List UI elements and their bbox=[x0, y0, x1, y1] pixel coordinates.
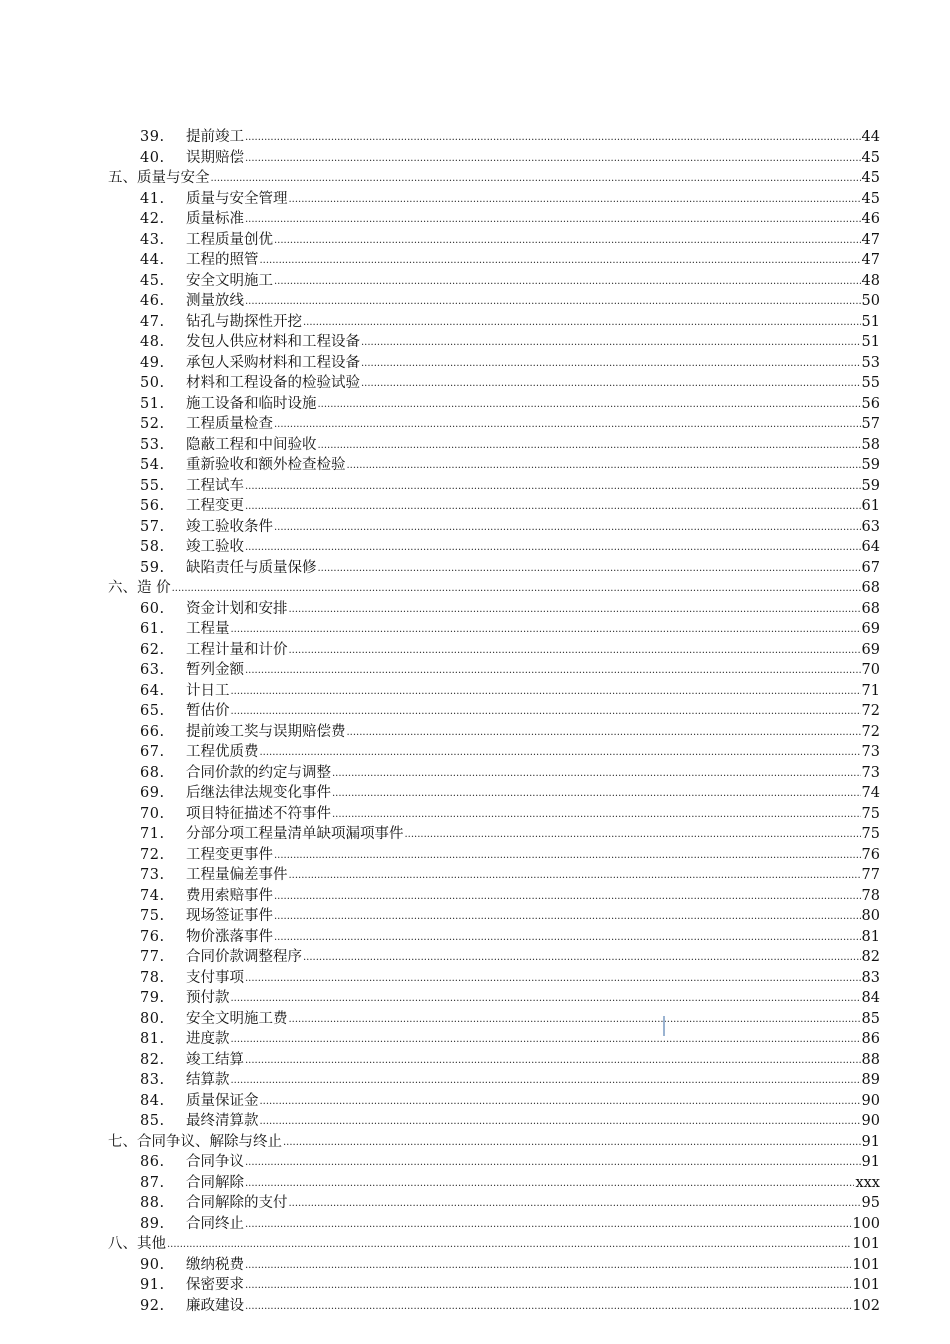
toc-entry-title: 质量标准 bbox=[186, 211, 244, 227]
toc-entry-title: 竣工验收 bbox=[186, 539, 244, 555]
toc-entry-title: 暂估价 bbox=[186, 703, 230, 719]
toc-entry-number: 88. bbox=[140, 1195, 165, 1211]
toc-entry-page-number: 100 bbox=[852, 1215, 880, 1232]
toc-entry-title: 现场签证事件 bbox=[186, 908, 273, 924]
toc-entry[interactable] bbox=[108, 599, 880, 620]
toc-section-entry[interactable] bbox=[108, 1132, 880, 1153]
dot-leader bbox=[303, 948, 861, 969]
toc-entry-title: 最终清算款 bbox=[186, 1113, 259, 1129]
toc-entry-title: 预付款 bbox=[186, 990, 230, 1006]
toc-entry-number: 66. bbox=[140, 723, 165, 740]
toc-entry-page-number: 90 bbox=[861, 1092, 880, 1109]
dot-leader bbox=[245, 128, 861, 149]
toc-entry[interactable] bbox=[108, 763, 880, 784]
text-cursor bbox=[663, 1016, 665, 1036]
dot-leader bbox=[283, 1133, 861, 1154]
toc-entry-title: 测量放线 bbox=[186, 293, 244, 309]
toc-entry-title: 物价涨落事件 bbox=[186, 928, 273, 945]
toc-entry-title: 廉政建设 bbox=[186, 1297, 244, 1314]
toc-entry-page-number: 72 bbox=[861, 723, 880, 740]
toc-entry[interactable] bbox=[108, 1070, 880, 1091]
toc-entry[interactable] bbox=[108, 291, 880, 312]
dot-leader bbox=[245, 149, 861, 170]
toc-entry-page-number: 58 bbox=[861, 436, 880, 453]
toc-entry-title: 竣工验收条件 bbox=[186, 518, 273, 535]
toc-entry-number: 44. bbox=[140, 252, 165, 268]
dot-leader bbox=[274, 415, 861, 436]
toc-entry[interactable] bbox=[108, 927, 880, 948]
toc-entry-number: 75. bbox=[140, 908, 165, 924]
toc-entry-number: 74. bbox=[140, 887, 165, 904]
toc-entry[interactable] bbox=[108, 455, 880, 476]
dot-leader bbox=[172, 579, 861, 600]
toc-entry-title: 六、造 价 bbox=[108, 580, 171, 596]
toc-entry[interactable] bbox=[108, 517, 880, 538]
toc-entry-page-number: 56 bbox=[861, 395, 880, 412]
table-of-contents bbox=[108, 127, 880, 1316]
toc-entry[interactable] bbox=[108, 230, 880, 251]
toc-entry[interactable] bbox=[108, 271, 880, 292]
toc-entry[interactable] bbox=[108, 332, 880, 353]
dot-leader bbox=[274, 846, 861, 867]
toc-entry-number: 40. bbox=[140, 149, 165, 166]
toc-entry-title: 费用索赔事件 bbox=[186, 887, 273, 904]
dot-leader bbox=[245, 292, 861, 313]
dot-leader bbox=[245, 1276, 851, 1297]
toc-entry-number: 70. bbox=[140, 805, 165, 822]
dot-leader bbox=[245, 1256, 851, 1277]
toc-entry-title: 工程优质费 bbox=[186, 744, 259, 760]
toc-entry-number: 52. bbox=[140, 416, 165, 432]
dot-leader bbox=[318, 559, 861, 580]
toc-entry-title: 合同价款调整程序 bbox=[186, 949, 302, 965]
toc-entry[interactable] bbox=[108, 865, 880, 886]
toc-entry-number: 90. bbox=[140, 1256, 165, 1273]
dot-leader bbox=[245, 1051, 861, 1072]
toc-entry-number: 64. bbox=[140, 682, 165, 699]
toc-entry-title: 八、其他 bbox=[108, 1236, 166, 1252]
toc-entry-page-number: 75 bbox=[861, 826, 880, 842]
dot-leader bbox=[211, 169, 861, 190]
toc-entry-number: 86. bbox=[140, 1154, 165, 1170]
toc-entry-number: 68. bbox=[140, 764, 165, 781]
toc-entry-title: 重新验收和额外检查检验 bbox=[186, 457, 346, 473]
toc-entry-number: 85. bbox=[140, 1113, 165, 1129]
dot-leader bbox=[274, 231, 861, 252]
dot-leader bbox=[260, 251, 861, 272]
toc-entry[interactable] bbox=[108, 537, 880, 558]
dot-leader bbox=[245, 477, 861, 498]
dot-leader bbox=[231, 1071, 861, 1092]
toc-entry[interactable] bbox=[108, 148, 880, 169]
toc-entry[interactable] bbox=[108, 640, 880, 661]
toc-entry-page-number: 57 bbox=[861, 416, 880, 432]
toc-entry-page-number: 91 bbox=[861, 1133, 880, 1150]
dot-leader bbox=[245, 969, 861, 990]
toc-entry-title: 合同解除的支付 bbox=[186, 1195, 288, 1211]
toc-entry-title: 安全文明施工费 bbox=[186, 1010, 288, 1027]
toc-entry-page-number: 45 bbox=[861, 190, 880, 207]
toc-entry-page-number: 101 bbox=[852, 1256, 880, 1273]
toc-entry-number: 47. bbox=[140, 313, 165, 330]
toc-entry-title: 缴纳税费 bbox=[186, 1256, 244, 1273]
toc-entry[interactable] bbox=[108, 824, 880, 845]
toc-entry[interactable] bbox=[108, 947, 880, 968]
toc-entry-title: 结算款 bbox=[186, 1072, 230, 1088]
toc-entry-number: 89. bbox=[140, 1215, 165, 1232]
dot-leader bbox=[245, 497, 861, 518]
toc-entry-title: 工程试车 bbox=[186, 477, 244, 494]
dot-leader bbox=[347, 456, 861, 477]
toc-entry-page-number: 89 bbox=[861, 1072, 880, 1088]
toc-entry[interactable] bbox=[108, 660, 880, 681]
toc-entry-page-number: 88 bbox=[861, 1051, 880, 1068]
toc-entry-page-number: 55 bbox=[861, 375, 880, 391]
toc-entry-title: 工程计量和计价 bbox=[186, 641, 288, 658]
toc-entry-page-number: 69 bbox=[861, 621, 880, 637]
toc-entry-number: 67. bbox=[140, 744, 165, 760]
dot-leader bbox=[274, 928, 861, 949]
toc-entry-title: 提前竣工 bbox=[186, 129, 244, 145]
toc-entry-number: 81. bbox=[140, 1031, 165, 1047]
dot-leader bbox=[245, 1215, 851, 1236]
toc-entry-title: 工程量偏差事件 bbox=[186, 867, 288, 883]
toc-entry-page-number: 77 bbox=[861, 867, 880, 883]
dot-leader bbox=[245, 1174, 854, 1195]
toc-entry-page-number: 68 bbox=[861, 600, 880, 617]
toc-entry-page-number: 61 bbox=[861, 498, 880, 514]
toc-entry-page-number: 64 bbox=[861, 539, 880, 555]
toc-entry-page-number: 82 bbox=[861, 949, 880, 965]
toc-entry[interactable] bbox=[108, 209, 880, 230]
dot-leader bbox=[405, 825, 861, 846]
toc-entry-title: 五、质量与安全 bbox=[108, 170, 210, 186]
toc-entry-page-number: 47 bbox=[861, 231, 880, 248]
toc-entry-page-number: 81 bbox=[861, 928, 880, 945]
toc-entry-page-number: 47 bbox=[861, 252, 880, 268]
dot-leader bbox=[231, 620, 861, 641]
toc-entry[interactable] bbox=[108, 1296, 880, 1317]
toc-entry[interactable] bbox=[108, 353, 880, 374]
toc-entry-title: 承包人采购材料和工程设备 bbox=[186, 354, 360, 371]
toc-entry-page-number: 91 bbox=[861, 1154, 880, 1170]
dot-leader bbox=[231, 682, 861, 703]
toc-entry-number: 65. bbox=[140, 703, 165, 719]
toc-entry-page-number: 59 bbox=[861, 457, 880, 473]
toc-entry[interactable] bbox=[108, 701, 880, 722]
toc-entry[interactable] bbox=[108, 1275, 880, 1296]
dot-leader bbox=[332, 784, 861, 805]
toc-entry-title: 材料和工程设备的检验试验 bbox=[186, 375, 360, 391]
dot-leader bbox=[231, 1030, 861, 1051]
toc-entry[interactable] bbox=[108, 845, 880, 866]
toc-entry[interactable] bbox=[108, 1255, 880, 1276]
dot-leader bbox=[332, 805, 861, 826]
toc-entry-page-number: 70 bbox=[861, 662, 880, 678]
toc-entry-page-number: xxx bbox=[855, 1174, 880, 1191]
toc-entry[interactable] bbox=[108, 1173, 880, 1194]
dot-leader bbox=[245, 538, 861, 559]
toc-entry[interactable] bbox=[108, 804, 880, 825]
dot-leader bbox=[289, 1010, 861, 1031]
toc-entry-number: 71. bbox=[140, 826, 165, 842]
toc-entry[interactable] bbox=[108, 619, 880, 640]
toc-entry-title: 合同价款的约定与调整 bbox=[186, 764, 331, 781]
toc-entry-number: 84. bbox=[140, 1092, 165, 1109]
dot-leader bbox=[231, 989, 861, 1010]
toc-entry-page-number: 78 bbox=[861, 887, 880, 904]
dot-leader bbox=[361, 354, 861, 375]
toc-entry-title: 误期赔偿 bbox=[186, 149, 244, 166]
toc-entry-title: 项目特征描述不符事件 bbox=[186, 805, 331, 822]
dot-leader bbox=[245, 661, 861, 682]
dot-leader bbox=[274, 272, 861, 293]
toc-entry-title: 工程量 bbox=[186, 621, 230, 637]
toc-entry[interactable] bbox=[108, 496, 880, 517]
dot-leader bbox=[332, 764, 861, 785]
toc-entry-title: 钻孔与勘探性开挖 bbox=[186, 313, 302, 330]
toc-entry[interactable] bbox=[108, 1111, 880, 1132]
toc-entry-page-number: 73 bbox=[861, 744, 880, 760]
toc-entry[interactable] bbox=[108, 1050, 880, 1071]
toc-entry-number: 78. bbox=[140, 969, 165, 986]
toc-entry-title: 工程变更 bbox=[186, 498, 244, 514]
toc-entry[interactable] bbox=[108, 988, 880, 1009]
toc-entry-title: 暂列金额 bbox=[186, 662, 244, 678]
toc-entry[interactable] bbox=[108, 742, 880, 763]
toc-entry-number: 79. bbox=[140, 990, 165, 1006]
dot-leader bbox=[318, 395, 861, 416]
toc-entry-title: 工程变更事件 bbox=[186, 846, 273, 863]
toc-entry-number: 50. bbox=[140, 375, 165, 391]
toc-entry[interactable] bbox=[108, 189, 880, 210]
toc-entry-title: 缺陷责任与质量保修 bbox=[186, 559, 317, 576]
toc-entry[interactable] bbox=[108, 906, 880, 927]
toc-entry-page-number: 75 bbox=[861, 805, 880, 822]
toc-entry-title: 合同终止 bbox=[186, 1215, 244, 1232]
dot-leader bbox=[167, 1235, 851, 1256]
toc-entry-number: 76. bbox=[140, 928, 165, 945]
toc-entry-page-number: 84 bbox=[861, 990, 880, 1006]
toc-entry-page-number: 63 bbox=[861, 518, 880, 535]
toc-entry-page-number: 71 bbox=[861, 682, 880, 699]
toc-entry[interactable] bbox=[108, 1214, 880, 1235]
toc-entry-page-number: 46 bbox=[861, 211, 880, 227]
toc-entry-page-number: 83 bbox=[861, 969, 880, 986]
toc-entry-number: 48. bbox=[140, 334, 165, 350]
toc-entry-page-number: 59 bbox=[861, 477, 880, 494]
toc-entry-title: 合同解除 bbox=[186, 1174, 244, 1191]
toc-entry-page-number: 68 bbox=[861, 580, 880, 596]
toc-entry-title: 工程的照管 bbox=[186, 252, 259, 268]
toc-entry-number: 45. bbox=[140, 272, 165, 289]
toc-entry-page-number: 53 bbox=[861, 354, 880, 371]
toc-entry-number: 57. bbox=[140, 518, 165, 535]
toc-entry-page-number: 95 bbox=[861, 1195, 880, 1211]
toc-entry[interactable] bbox=[108, 1009, 880, 1030]
dot-leader bbox=[260, 1112, 861, 1133]
toc-entry-number: 54. bbox=[140, 457, 165, 473]
toc-entry-number: 58. bbox=[140, 539, 165, 555]
toc-entry-title: 保密要求 bbox=[186, 1277, 244, 1293]
toc-entry-title: 支付事项 bbox=[186, 969, 244, 986]
toc-entry-number: 63. bbox=[140, 662, 165, 678]
toc-entry-page-number: 45 bbox=[861, 170, 880, 186]
toc-entry-number: 80. bbox=[140, 1010, 165, 1027]
toc-entry-title: 工程质量检查 bbox=[186, 416, 273, 432]
dot-leader bbox=[347, 723, 861, 744]
toc-entry-page-number: 74 bbox=[861, 785, 880, 801]
toc-entry-page-number: 76 bbox=[861, 846, 880, 863]
toc-entry-number: 46. bbox=[140, 293, 165, 309]
dot-leader bbox=[303, 313, 861, 334]
toc-entry-title: 提前竣工奖与误期赔偿费 bbox=[186, 723, 346, 740]
dot-leader bbox=[260, 743, 861, 764]
toc-entry-page-number: 101 bbox=[852, 1277, 880, 1293]
dot-leader bbox=[361, 374, 861, 395]
toc-entry-number: 51. bbox=[140, 395, 165, 412]
dot-leader bbox=[289, 1194, 861, 1215]
dot-leader bbox=[274, 887, 861, 908]
toc-entry-number: 53. bbox=[140, 436, 165, 453]
toc-entry[interactable] bbox=[108, 373, 880, 394]
toc-entry[interactable] bbox=[108, 722, 880, 743]
dot-leader bbox=[260, 1092, 861, 1113]
dot-leader bbox=[245, 210, 861, 231]
toc-entry-title: 计日工 bbox=[186, 682, 230, 699]
toc-entry-number: 56. bbox=[140, 498, 165, 514]
toc-entry-title: 合同争议 bbox=[186, 1154, 244, 1170]
toc-entry-page-number: 51 bbox=[861, 334, 880, 350]
toc-entry-title: 施工设备和临时设施 bbox=[186, 395, 317, 412]
toc-entry-page-number: 48 bbox=[861, 272, 880, 289]
toc-entry[interactable] bbox=[108, 435, 880, 456]
toc-entry-number: 42. bbox=[140, 211, 165, 227]
toc-entry-page-number: 69 bbox=[861, 641, 880, 658]
toc-entry[interactable] bbox=[108, 968, 880, 989]
toc-entry-title: 质量保证金 bbox=[186, 1092, 259, 1109]
toc-entry-number: 82. bbox=[140, 1051, 165, 1068]
toc-entry-number: 39. bbox=[140, 129, 165, 145]
toc-entry-number: 69. bbox=[140, 785, 165, 801]
toc-entry-page-number: 67 bbox=[861, 559, 880, 576]
toc-section-entry[interactable] bbox=[108, 168, 880, 189]
toc-entry-title: 后继法律法规变化事件 bbox=[186, 785, 331, 801]
toc-entry-number: 92. bbox=[140, 1297, 165, 1314]
toc-entry-number: 62. bbox=[140, 641, 165, 658]
dot-leader bbox=[318, 436, 861, 457]
toc-entry-page-number: 50 bbox=[861, 293, 880, 309]
toc-entry-page-number: 85 bbox=[861, 1010, 880, 1027]
toc-entry[interactable] bbox=[108, 681, 880, 702]
toc-entry-number: 77. bbox=[140, 949, 165, 965]
toc-entry[interactable] bbox=[108, 476, 880, 497]
toc-entry-title: 进度款 bbox=[186, 1031, 230, 1047]
dot-leader bbox=[245, 1297, 851, 1318]
toc-entry[interactable] bbox=[108, 558, 880, 579]
toc-entry-title: 资金计划和安排 bbox=[186, 600, 288, 617]
dot-leader bbox=[289, 190, 861, 211]
toc-entry-title: 质量与安全管理 bbox=[186, 190, 288, 207]
toc-entry[interactable] bbox=[108, 414, 880, 435]
dot-leader bbox=[289, 641, 861, 662]
toc-entry-number: 83. bbox=[140, 1072, 165, 1088]
dot-leader bbox=[274, 907, 861, 928]
toc-entry-page-number: 45 bbox=[861, 149, 880, 166]
toc-section-entry[interactable] bbox=[108, 578, 880, 599]
toc-entry-number: 87. bbox=[140, 1174, 165, 1191]
toc-entry-number: 91. bbox=[140, 1277, 165, 1293]
toc-entry-title: 分部分项工程量清单缺项漏项事件 bbox=[186, 826, 404, 842]
toc-section-entry[interactable] bbox=[108, 1234, 880, 1255]
toc-entry[interactable] bbox=[108, 783, 880, 804]
toc-entry-number: 49. bbox=[140, 354, 165, 371]
toc-entry-number: 61. bbox=[140, 621, 165, 637]
toc-entry-title: 安全文明施工 bbox=[186, 272, 273, 289]
toc-entry-number: 72. bbox=[140, 846, 165, 863]
dot-leader bbox=[361, 333, 861, 354]
toc-entry-title: 七、合同争议、解除与终止 bbox=[108, 1133, 282, 1150]
toc-entry-page-number: 80 bbox=[861, 908, 880, 924]
toc-entry-page-number: 101 bbox=[852, 1236, 880, 1252]
dot-leader bbox=[289, 600, 861, 621]
toc-entry[interactable] bbox=[108, 127, 880, 148]
toc-entry[interactable] bbox=[108, 1152, 880, 1173]
toc-entry-page-number: 51 bbox=[861, 313, 880, 330]
toc-entry-number: 60. bbox=[140, 600, 165, 617]
toc-entry-page-number: 44 bbox=[861, 129, 880, 145]
dot-leader bbox=[245, 1153, 861, 1174]
toc-entry-title: 工程质量创优 bbox=[186, 231, 273, 248]
toc-entry[interactable] bbox=[108, 1091, 880, 1112]
toc-entry-page-number: 102 bbox=[852, 1297, 880, 1314]
toc-entry-number: 41. bbox=[140, 190, 165, 207]
toc-entry-page-number: 73 bbox=[861, 764, 880, 781]
toc-entry[interactable] bbox=[108, 250, 880, 271]
toc-entry-title: 发包人供应材料和工程设备 bbox=[186, 334, 360, 350]
toc-entry[interactable] bbox=[108, 1029, 880, 1050]
toc-entry[interactable] bbox=[108, 1193, 880, 1214]
toc-entry[interactable] bbox=[108, 312, 880, 333]
toc-entry-page-number: 72 bbox=[861, 703, 880, 719]
dot-leader bbox=[289, 866, 861, 887]
toc-entry-number: 43. bbox=[140, 231, 165, 248]
dot-leader bbox=[231, 702, 861, 723]
toc-entry-number: 55. bbox=[140, 477, 165, 494]
toc-entry-page-number: 90 bbox=[861, 1113, 880, 1129]
toc-entry-number: 59. bbox=[140, 559, 165, 576]
toc-entry[interactable] bbox=[108, 886, 880, 907]
toc-entry-title: 竣工结算 bbox=[186, 1051, 244, 1068]
dot-leader bbox=[274, 518, 861, 539]
toc-entry-page-number: 86 bbox=[861, 1031, 880, 1047]
toc-entry-title: 隐蔽工程和中间验收 bbox=[186, 436, 317, 453]
toc-entry-number: 73. bbox=[140, 867, 165, 883]
toc-entry[interactable] bbox=[108, 394, 880, 415]
